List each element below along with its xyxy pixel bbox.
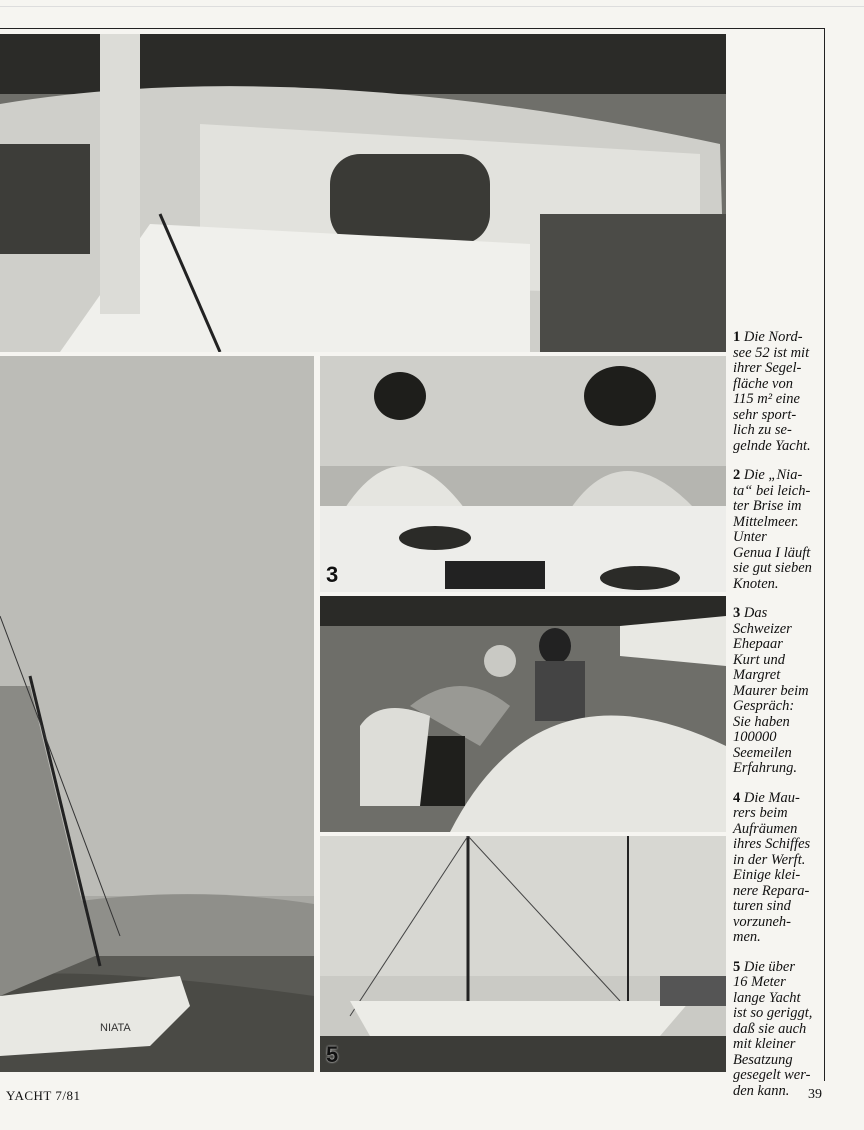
photo-1-deck bbox=[0, 34, 726, 352]
caption-3 bbox=[733, 606, 823, 777]
caption-2-text: Die „Nia- ta“ bei leich- ter Brise im Mittelmeer. Unter Genua I läuft sie gut sieben Knoten. bbox=[733, 467, 812, 592]
caption-2 bbox=[733, 468, 823, 592]
boat-name-label: NIATA bbox=[100, 1022, 131, 1034]
caption-1-number: 1 bbox=[733, 329, 741, 345]
caption-3-number: 3 bbox=[733, 605, 741, 621]
caption-column bbox=[733, 330, 823, 1113]
caption-5 bbox=[733, 960, 823, 1100]
caption-5-text: Die über 16 Meter lange Yacht ist so geriggt, daß sie auch mit kleiner Besatzung gesegelt wer- den kann. bbox=[733, 958, 813, 1099]
page-number: 39 bbox=[808, 1087, 822, 1102]
yacht-harbor-icon bbox=[320, 836, 726, 1072]
caption-4-number: 4 bbox=[733, 789, 741, 806]
caption-1 bbox=[733, 330, 823, 454]
photo-2-yacht-sailing bbox=[0, 356, 314, 1072]
dinner-table-icon bbox=[320, 356, 726, 592]
sailboat-deck-icon bbox=[0, 34, 726, 352]
caption-1-text: Die Nord- see 52 ist mit ihrer Segel- fläche von 115 m² eine sehr sport- lich zu se- gelnde Yacht. bbox=[733, 329, 811, 454]
caption-2-number: 2 bbox=[733, 467, 741, 483]
photo-5-harbor bbox=[320, 836, 726, 1072]
caption-3-text: Das Schweizer Ehepaar Kurt und Margret Maurer beim Gespräch: Sie haben 100000 Seemeilen Erfahrung. bbox=[733, 605, 809, 776]
shipyard-icon bbox=[320, 596, 726, 832]
top-rule bbox=[0, 6, 864, 7]
caption-4-text: Die Mau- rers beim Aufräumen ihres Schiffes in der Werft. Einige klei- nere Repara- turen sind vorzuneh- men. bbox=[733, 789, 811, 945]
caption-5-number: 5 bbox=[733, 958, 741, 975]
sailing-yacht-icon bbox=[0, 356, 314, 1072]
caption-4 bbox=[733, 791, 823, 946]
magazine-issue: YACHT 7/81 bbox=[6, 1088, 81, 1103]
photo-3-dinner bbox=[320, 356, 726, 592]
photo-4-shipyard bbox=[320, 596, 726, 832]
photo-5-number: 5 bbox=[326, 1042, 339, 1067]
photo-3-number: 3 bbox=[326, 562, 339, 587]
